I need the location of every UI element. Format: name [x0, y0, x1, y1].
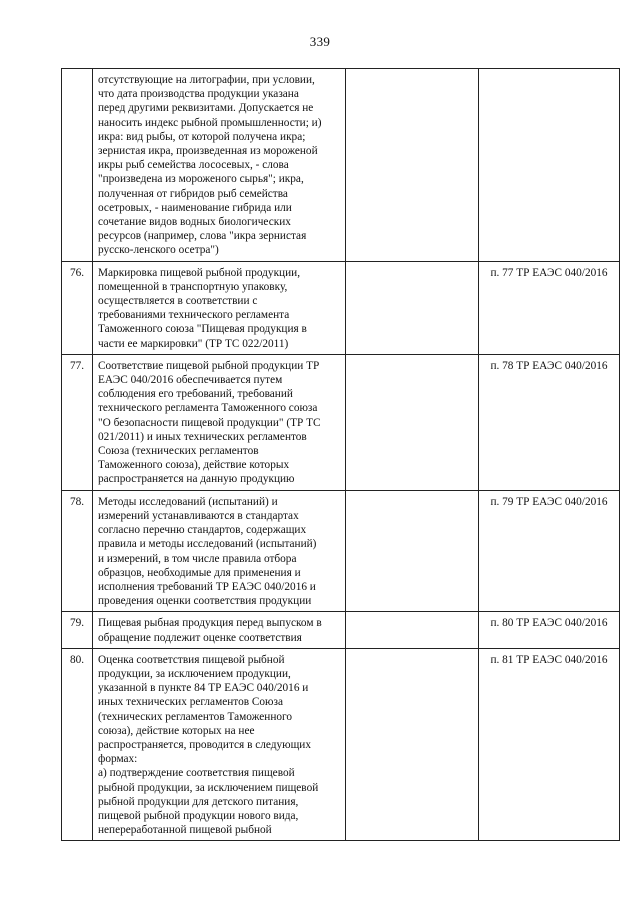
row-number: 79. [62, 612, 93, 648]
empty-cell [346, 612, 479, 648]
row-number [62, 69, 93, 262]
regulation-reference: п. 78 ТР ЕАЭС 040/2016 [479, 354, 620, 490]
regulation-reference: п. 77 ТР ЕАЭС 040/2016 [479, 261, 620, 354]
requirement-text-content: отсутствующие на литографии, при условии, что дата производства продукции указана перед другими реквизитами. Допускается не наносить индекс рыбной промышленности; и) икра: вид рыбы, от которой получена икра; зернистая икра, произведенная из мороженой икры рыб семейства лососевых, - слова "произведена из мороженого сырья"; икра, полученная от гибридов рыб семейства осетровых, - наименование гибрида или сочетание видов водных биологических ресурсов (например, слова "икра зернистая русско-ленского осетра") [98, 74, 322, 257]
table-row [62, 648, 620, 841]
row-number: 80. [62, 648, 93, 841]
requirement-text [93, 648, 346, 841]
empty-cell [346, 261, 479, 354]
regulation-reference: п. 79 ТР ЕАЭС 040/2016 [479, 490, 620, 612]
requirement-text-content: Соответствие пищевой рыбной продукции ТР ЕАЭС 040/2016 обеспечивается путем соблюдения его требований, требований технического регламента Таможенного союза "О безопасности пищевой продукции" (ТР ТС 021/2011) и иных технических регламентов Союза (технических регламентов Таможенного союза), действие которых распространяется на данную продукцию [98, 359, 321, 486]
empty-cell [346, 648, 479, 841]
regulation-reference: п. 80 ТР ЕАЭС 040/2016 [479, 612, 620, 648]
regulation-reference [479, 69, 620, 262]
requirements-table [61, 68, 620, 841]
requirement-text [93, 612, 346, 648]
table-row [62, 354, 620, 490]
requirement-text-content: Оценка соответствия пищевой рыбной продукции, за исключением продукции, указанной в пункте 84 ТР ЕАЭС 040/2016 и иных технических регламентов Союза (технических регламентов Таможенного союза), действие которых на нее распространяется, проводится в следующих формах: а) подтверждение соответствия пищевой рыбной продукции, за исключением пищевой рыбной продукции для детского питания, пищевой рыбной продукции нового вида, непереработанной пищевой рыбной [98, 653, 319, 837]
row-number: 76. [62, 261, 93, 354]
requirement-text [93, 261, 346, 354]
requirement-text [93, 69, 346, 262]
empty-cell [346, 69, 479, 262]
table-row [62, 612, 620, 648]
empty-cell [346, 490, 479, 612]
row-number: 77. [62, 354, 93, 490]
requirement-text [93, 354, 346, 490]
requirement-text-content: Методы исследований (испытаний) и измерений устанавливаются в стандартах согласно перечню стандартов, содержащих правила и методы исследований (испытаний) и измерений, в том числе правила отбора образцов, необходимые для применения и исполнения требований ТР ЕАЭС 040/2016 и проведения оценки соответствия продукции [98, 495, 317, 608]
requirement-text [93, 490, 346, 612]
row-number: 78. [62, 490, 93, 612]
table-row [62, 69, 620, 262]
table-row [62, 261, 620, 354]
requirement-text-content: Маркировка пищевой рыбной продукции, помещенной в транспортную упаковку, осуществляется в соответствии с требованиями технического регламента Таможенного союза "Пищевая продукция в части ее маркировки" (ТР ТС 022/2011) [98, 266, 307, 350]
requirement-text-content: Пищевая рыбная продукция перед выпуском в обращение подлежит оценке соответствия [98, 617, 322, 644]
page-number: 339 [309, 34, 331, 49]
regulation-reference: п. 81 ТР ЕАЭС 040/2016 [479, 648, 620, 841]
empty-cell [346, 354, 479, 490]
table-row [62, 490, 620, 612]
